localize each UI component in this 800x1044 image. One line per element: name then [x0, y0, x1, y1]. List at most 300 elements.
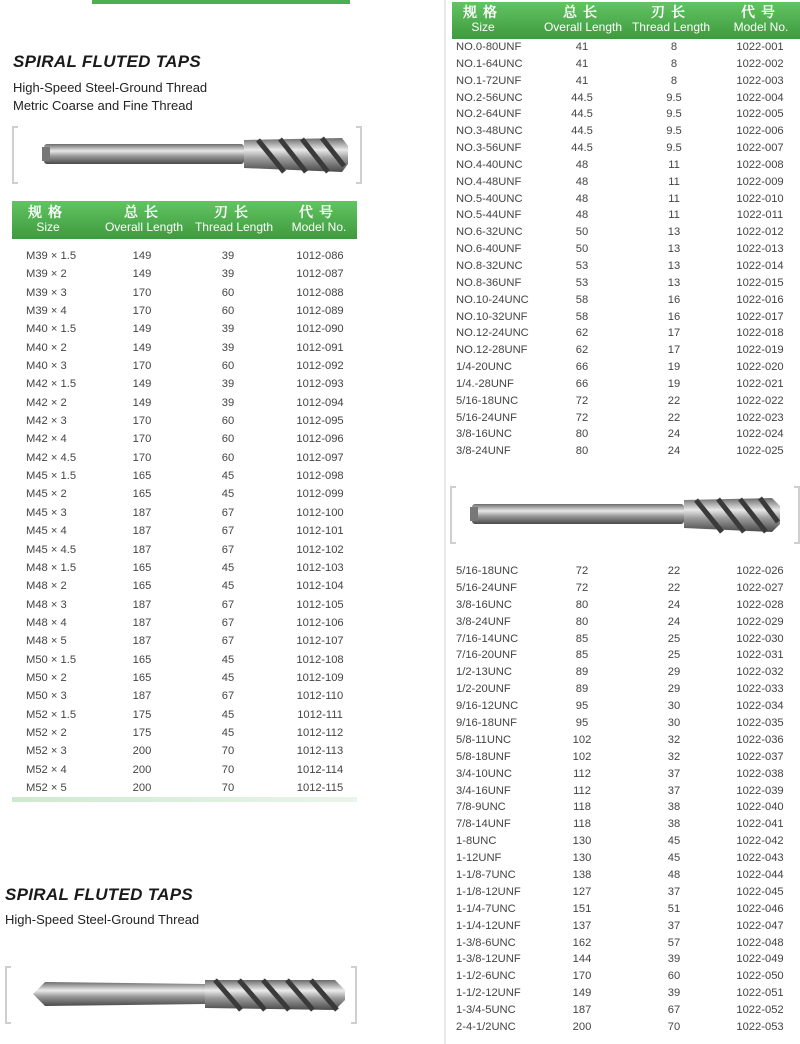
table-row	[12, 320, 357, 338]
cell-thread-length: 8	[670, 74, 678, 87]
cell-thread-length: 39	[221, 250, 235, 262]
cell-overall-length: 44.5	[571, 91, 593, 104]
table-row	[452, 258, 800, 275]
cell-thread-length: 60	[667, 970, 681, 983]
cell-size: M48 × 3	[26, 598, 67, 611]
cell-model-no: 1012-086	[296, 250, 344, 262]
cell-thread-length: 60	[221, 415, 235, 428]
table-row	[12, 779, 357, 797]
cell-model-no: 1012-099	[296, 488, 344, 501]
column-divider	[444, 0, 446, 1044]
cell-model-no: 1022-018	[736, 327, 784, 340]
table-row	[452, 664, 800, 681]
cell-model-no: 1022-024	[736, 428, 784, 441]
cell-overall-length: 66	[575, 361, 589, 374]
cell-size: M52 × 5	[26, 781, 67, 794]
cell-overall-length: 48	[575, 192, 589, 205]
cell-model-no: 1022-004	[736, 91, 784, 104]
cell-model-no: 1012-110	[296, 690, 344, 703]
table-header	[452, 2, 800, 39]
table-row	[452, 935, 800, 952]
cell-thread-length: 67	[221, 543, 235, 556]
cell-size: M48 × 4	[26, 616, 67, 629]
cell-model-no: 1022-026	[736, 565, 784, 577]
cell-overall-length: 102	[572, 750, 592, 763]
table-row	[452, 207, 800, 224]
cell-size: M45 × 3	[26, 506, 67, 519]
cell-model-no: 1022-047	[736, 919, 784, 932]
table-body-part-2	[452, 563, 800, 1036]
cell-size: 1-1/2-12UNF	[456, 987, 521, 1000]
cell-size: M48 × 2	[26, 580, 67, 593]
cell-size: 7/16-14UNC	[456, 632, 519, 645]
cell-overall-length: 165	[132, 580, 152, 593]
cell-size: 1-1/2-6UNC	[456, 970, 516, 983]
cell-model-no: 1012-103	[296, 561, 344, 574]
cell-overall-length: 50	[575, 243, 589, 256]
cell-model-no: 1022-027	[736, 581, 784, 594]
col-model-no: 代号 Model No.	[291, 204, 347, 234]
table-row	[452, 850, 800, 867]
cell-model-no: 1012-093	[296, 378, 344, 391]
cell-thread-length: 25	[667, 632, 681, 645]
cell-overall-length: 144	[572, 953, 592, 966]
col-model-no: 代号 Model No.	[733, 4, 789, 34]
cell-overall-length: 200	[572, 1021, 592, 1034]
cell-thread-length: 11	[668, 158, 680, 171]
cell-thread-length: 67	[221, 635, 235, 648]
cell-model-no: 1022-023	[736, 411, 784, 424]
cell-thread-length: 25	[667, 649, 681, 662]
table-row	[452, 749, 800, 766]
cell-overall-length: 175	[132, 726, 152, 739]
cell-model-no: 1012-097	[296, 451, 344, 464]
cell-model-no: 1022-012	[736, 226, 784, 239]
cell-thread-length: 39	[667, 987, 681, 1000]
cell-size: M50 × 1.5	[26, 653, 77, 666]
cell-size: 3/8-16UNC	[456, 428, 512, 441]
cell-size: 1-3/4-5UNC	[456, 1004, 516, 1017]
cell-size: 1/2-20UNF	[456, 683, 511, 696]
cell-model-no: 1022-045	[736, 885, 784, 898]
table-row	[12, 724, 357, 742]
table-row	[12, 541, 357, 559]
cell-overall-length: 187	[132, 690, 152, 703]
cell-thread-length: 45	[221, 671, 235, 684]
table-row	[452, 1019, 800, 1036]
table-row	[452, 732, 800, 749]
table-body-part-1	[452, 39, 800, 460]
cell-overall-length: 44.5	[571, 125, 593, 138]
col-overall-length: 总长 Overall Length	[104, 204, 184, 234]
cell-thread-length: 37	[667, 919, 681, 932]
cell-thread-length: 48	[667, 869, 681, 882]
cell-overall-length: 187	[132, 543, 152, 556]
col-thread-length: 刃长 Thread Length	[631, 4, 711, 34]
cell-size: NO.3-56UNF	[456, 142, 522, 155]
cell-size: M50 × 3	[26, 690, 67, 703]
table-row	[12, 614, 357, 632]
table-row	[452, 325, 800, 342]
cell-overall-length: 165	[132, 470, 152, 483]
cell-size: NO.4-48UNF	[456, 175, 522, 188]
cell-model-no: 1022-043	[736, 852, 784, 865]
cell-size: 7/8-9UNC	[456, 801, 506, 814]
table-row	[452, 140, 800, 157]
cell-model-no: 1012-092	[296, 360, 344, 373]
cell-model-no: 1012-107	[296, 635, 344, 648]
cell-model-no: 1022-028	[736, 598, 784, 611]
table-row	[12, 669, 357, 687]
cell-overall-length: 187	[132, 506, 152, 519]
table-row	[452, 174, 800, 191]
table-row	[12, 706, 357, 724]
cell-model-no: 1012-087	[296, 268, 344, 281]
cell-thread-length: 67	[221, 616, 235, 629]
cell-thread-length: 38	[667, 801, 681, 814]
cell-thread-length: 13	[667, 226, 681, 239]
cell-size: M45 × 4.5	[26, 543, 77, 556]
cell-thread-length: 29	[667, 666, 681, 679]
cell-model-no: 1022-015	[736, 276, 784, 289]
cell-size: 1-3/8-12UNF	[456, 953, 521, 966]
cell-size: NO.5-44UNF	[456, 209, 522, 222]
cell-overall-length: 66	[575, 377, 589, 390]
cell-thread-length: 39	[221, 378, 235, 391]
cell-model-no: 1012-090	[296, 323, 344, 336]
cell-model-no: 1012-112	[296, 726, 344, 739]
cell-thread-length: 45	[667, 835, 681, 848]
table-row	[452, 309, 800, 326]
table-row	[452, 73, 800, 90]
cell-thread-length: 70	[221, 781, 235, 794]
cell-model-no: 1012-089	[296, 305, 344, 318]
cell-thread-length: 67	[221, 598, 235, 611]
cell-model-no: 1012-109	[296, 671, 344, 684]
cell-size: M42 × 2	[26, 396, 67, 409]
cell-overall-length: 102	[572, 733, 592, 746]
cell-thread-length: 24	[667, 428, 681, 441]
cell-size: NO.2-56UNC	[456, 91, 523, 104]
cell-model-no: 1022-008	[736, 158, 784, 171]
spiral-tap-illustration	[22, 126, 352, 184]
table-row	[452, 816, 800, 833]
cell-size: M48 × 5	[26, 635, 67, 648]
col-thread-length: 刃长 Thread Length	[194, 204, 274, 234]
cell-model-no: 1012-095	[296, 415, 344, 428]
cell-overall-length: 138	[572, 869, 592, 882]
table-row	[452, 597, 800, 614]
cell-thread-length: 60	[221, 433, 235, 446]
cell-model-no: 1012-111	[297, 708, 343, 721]
section-subtitle-top-1: High-Speed Steel-Ground Thread	[13, 80, 208, 95]
cell-overall-length: 89	[575, 683, 589, 696]
cell-model-no: 1022-029	[736, 615, 784, 628]
cell-model-no: 1022-007	[736, 142, 784, 155]
table-row	[452, 443, 800, 460]
cell-model-no: 1012-088	[296, 286, 344, 299]
cell-thread-length: 39	[667, 953, 681, 966]
cell-overall-length: 62	[575, 327, 589, 340]
table-row	[12, 449, 357, 467]
table-row	[452, 410, 800, 427]
cell-overall-length: 80	[575, 598, 589, 611]
cell-thread-length: 60	[221, 451, 235, 464]
table-row	[452, 1002, 800, 1019]
bracket-right	[794, 486, 800, 544]
section-subtitle-top-2: Metric Coarse and Fine Thread	[13, 98, 193, 113]
cell-size: 1-1/4-12UNF	[456, 919, 521, 932]
cell-model-no: 1022-038	[736, 767, 784, 780]
spiral-tap-illustration	[15, 966, 350, 1024]
cell-model-no: 1012-098	[296, 470, 344, 483]
cell-overall-length: 85	[575, 649, 589, 662]
cell-overall-length: 53	[575, 276, 589, 289]
table-row	[12, 394, 357, 412]
cell-size: 3/4-10UNC	[456, 767, 512, 780]
cell-overall-length: 149	[132, 323, 152, 336]
table-row	[452, 56, 800, 73]
cell-model-no: 1022-042	[736, 835, 784, 848]
cell-size: M40 × 1.5	[26, 323, 77, 336]
cell-overall-length: 80	[575, 615, 589, 628]
cell-model-no: 1022-011	[736, 209, 784, 222]
cell-size: M42 × 3	[26, 415, 67, 428]
cell-overall-length: 137	[572, 919, 592, 932]
cell-overall-length: 112	[573, 767, 591, 780]
cell-overall-length: 200	[132, 781, 152, 794]
table-row	[12, 742, 357, 760]
cell-size: NO.1-64UNC	[456, 57, 523, 70]
cell-size: M52 × 1.5	[26, 708, 77, 721]
cell-size: NO.0-80UNF	[456, 41, 522, 53]
cell-size: 1/4.-28UNF	[456, 377, 514, 390]
table-row	[12, 485, 357, 503]
cell-overall-length: 165	[132, 561, 152, 574]
cell-size: M48 × 1.5	[26, 561, 77, 574]
cell-thread-length: 45	[221, 470, 235, 483]
cell-size: NO.1-72UNF	[456, 74, 522, 87]
cell-model-no: 1022-053	[736, 1021, 784, 1034]
cell-thread-length: 16	[667, 310, 681, 323]
table-row	[452, 359, 800, 376]
table-row	[452, 631, 800, 648]
cell-size: 5/16-18UNC	[456, 394, 519, 407]
cell-thread-length: 11	[668, 175, 680, 188]
table-row	[12, 504, 357, 522]
table-row	[452, 766, 800, 783]
cell-overall-length: 80	[575, 445, 589, 458]
cell-size: 7/16-20UNF	[456, 649, 517, 662]
col-size: 规格 Size	[463, 4, 503, 34]
cell-overall-length: 41	[575, 74, 589, 87]
cell-model-no: 1022-019	[736, 344, 784, 357]
top-accent-bar	[92, 0, 350, 4]
cell-model-no: 1022-035	[736, 717, 784, 730]
cell-size: 7/8-14UNF	[456, 818, 511, 831]
cell-model-no: 1022-033	[736, 683, 784, 696]
cell-overall-length: 170	[132, 360, 152, 373]
cell-size: NO.12-24UNC	[456, 327, 529, 340]
cell-size: M52 × 3	[26, 745, 67, 758]
cell-overall-length: 149	[572, 987, 592, 1000]
cell-thread-length: 13	[667, 259, 681, 272]
cell-size: M39 × 3	[26, 286, 67, 299]
cell-model-no: 1022-049	[736, 953, 784, 966]
cell-thread-length: 8	[670, 41, 678, 53]
cell-thread-length: 45	[221, 708, 235, 721]
cell-model-no: 1012-108	[296, 653, 344, 666]
tap-image-right	[450, 486, 800, 544]
col-size: 规格 Size	[28, 204, 68, 234]
table-row	[452, 275, 800, 292]
cell-overall-length: 48	[575, 158, 589, 171]
spiral-tap-illustration	[460, 486, 790, 544]
cell-size: M52 × 4	[26, 763, 67, 776]
cell-size: NO.4-40UNC	[456, 158, 523, 171]
cell-model-no: 1022-021	[736, 377, 784, 390]
cell-thread-length: 13	[667, 243, 681, 256]
cell-overall-length: 41	[575, 41, 589, 53]
table-row	[12, 687, 357, 705]
table-row	[452, 157, 800, 174]
section-title-top: SPIRAL FLUTED TAPS	[13, 52, 202, 71]
table-row	[452, 106, 800, 123]
cell-thread-length: 22	[667, 565, 681, 577]
cell-size: 5/8-11UNC	[456, 733, 512, 746]
cell-overall-length: 72	[575, 394, 589, 407]
cell-overall-length: 80	[575, 428, 589, 441]
cell-size: M42 × 4.5	[26, 451, 77, 464]
cell-thread-length: 19	[667, 377, 681, 390]
cell-model-no: 1022-050	[736, 970, 784, 983]
cell-size: 5/16-18UNC	[456, 565, 519, 577]
cell-thread-length: 17	[667, 327, 681, 340]
cell-thread-length: 17	[667, 344, 681, 357]
cell-thread-length: 45	[221, 653, 235, 666]
cell-overall-length: 48	[575, 209, 589, 222]
cell-size: M52 × 2	[26, 726, 67, 739]
table-row	[12, 357, 357, 375]
cell-thread-length: 60	[221, 360, 235, 373]
cell-overall-length: 41	[575, 57, 589, 70]
cell-size: NO.6-32UNC	[456, 226, 523, 239]
table-row	[452, 376, 800, 393]
cell-overall-length: 44.5	[571, 142, 593, 155]
cell-thread-length: 32	[667, 733, 681, 746]
bracket-left	[5, 966, 11, 1024]
table-row	[452, 968, 800, 985]
tap-image-top-left	[12, 126, 362, 184]
cell-model-no: 1022-017	[736, 310, 784, 323]
table-row	[452, 39, 800, 56]
cell-overall-length: 170	[132, 433, 152, 446]
cell-overall-length: 187	[572, 1004, 592, 1017]
cell-thread-length: 37	[667, 885, 681, 898]
cell-model-no: 1012-096	[296, 433, 344, 446]
table-row	[12, 302, 357, 320]
cell-overall-length: 130	[572, 852, 592, 865]
cell-size: NO.2-64UNF	[456, 108, 522, 121]
cell-overall-length: 170	[132, 451, 152, 464]
cell-size: M39 × 4	[26, 305, 67, 318]
cell-thread-length: 51	[667, 902, 681, 915]
table-row	[12, 430, 357, 448]
cell-thread-length: 39	[221, 341, 235, 354]
cell-size: M50 × 2	[26, 671, 67, 684]
cell-size: NO.8-32UNC	[456, 259, 523, 272]
cell-thread-length: 24	[667, 615, 681, 628]
table-row	[12, 265, 357, 283]
unified-taps-table	[452, 2, 800, 460]
cell-overall-length: 95	[575, 717, 589, 730]
cell-model-no: 1022-036	[736, 733, 784, 746]
cell-overall-length: 200	[132, 745, 152, 758]
cell-thread-length: 39	[221, 268, 235, 281]
cell-overall-length: 149	[132, 341, 152, 354]
table-row	[452, 393, 800, 410]
cell-overall-length: 62	[575, 344, 589, 357]
table-row	[452, 224, 800, 241]
cell-overall-length: 89	[575, 666, 589, 679]
section-subtitle-bottom: High-Speed Steel-Ground Thread	[5, 912, 200, 927]
cell-size: M39 × 2	[26, 268, 67, 281]
cell-overall-length: 48	[575, 175, 589, 188]
cell-size: 5/16-24UNF	[456, 411, 517, 424]
table-row	[12, 375, 357, 393]
cell-size: 1-1/8-7UNC	[456, 869, 516, 882]
cell-thread-length: 70	[667, 1021, 681, 1034]
cell-overall-length: 187	[132, 598, 152, 611]
cell-thread-length: 16	[667, 293, 681, 306]
cell-overall-length: 175	[132, 708, 152, 721]
cell-overall-length: 72	[575, 411, 589, 424]
cell-thread-length: 67	[221, 506, 235, 519]
bracket-right	[356, 126, 362, 184]
cell-size: 3/8-24UNF	[456, 445, 511, 458]
cell-thread-length: 9.5	[666, 125, 682, 138]
cell-size: M40 × 3	[26, 360, 67, 373]
table-row	[452, 123, 800, 140]
cell-size: M39 × 1.5	[26, 250, 77, 262]
cell-thread-length: 45	[667, 852, 681, 865]
cell-size: 1-12UNF	[456, 852, 502, 865]
cell-thread-length: 24	[667, 445, 681, 458]
cell-thread-length: 29	[667, 683, 681, 696]
cell-thread-length: 37	[667, 784, 681, 797]
table-header	[12, 201, 357, 239]
table-row	[452, 867, 800, 884]
cell-thread-length: 8	[670, 57, 678, 70]
table-row	[452, 783, 800, 800]
cell-overall-length: 130	[572, 835, 592, 848]
table-row	[12, 247, 357, 265]
bracket-left	[12, 126, 18, 184]
table-body	[12, 247, 357, 797]
section-title-bottom: SPIRAL FLUTED TAPS	[5, 885, 194, 904]
cell-size: 3/8-24UNF	[456, 615, 511, 628]
cell-thread-length: 11	[668, 209, 680, 222]
cell-overall-length: 58	[575, 293, 589, 306]
cell-thread-length: 22	[667, 411, 681, 424]
cell-thread-length: 45	[221, 488, 235, 501]
cell-overall-length: 165	[132, 671, 152, 684]
cell-overall-length: 72	[575, 565, 589, 577]
cell-model-no: 1022-039	[736, 784, 784, 797]
cell-overall-length: 118	[573, 801, 591, 814]
table-row	[452, 799, 800, 816]
table-row	[452, 426, 800, 443]
